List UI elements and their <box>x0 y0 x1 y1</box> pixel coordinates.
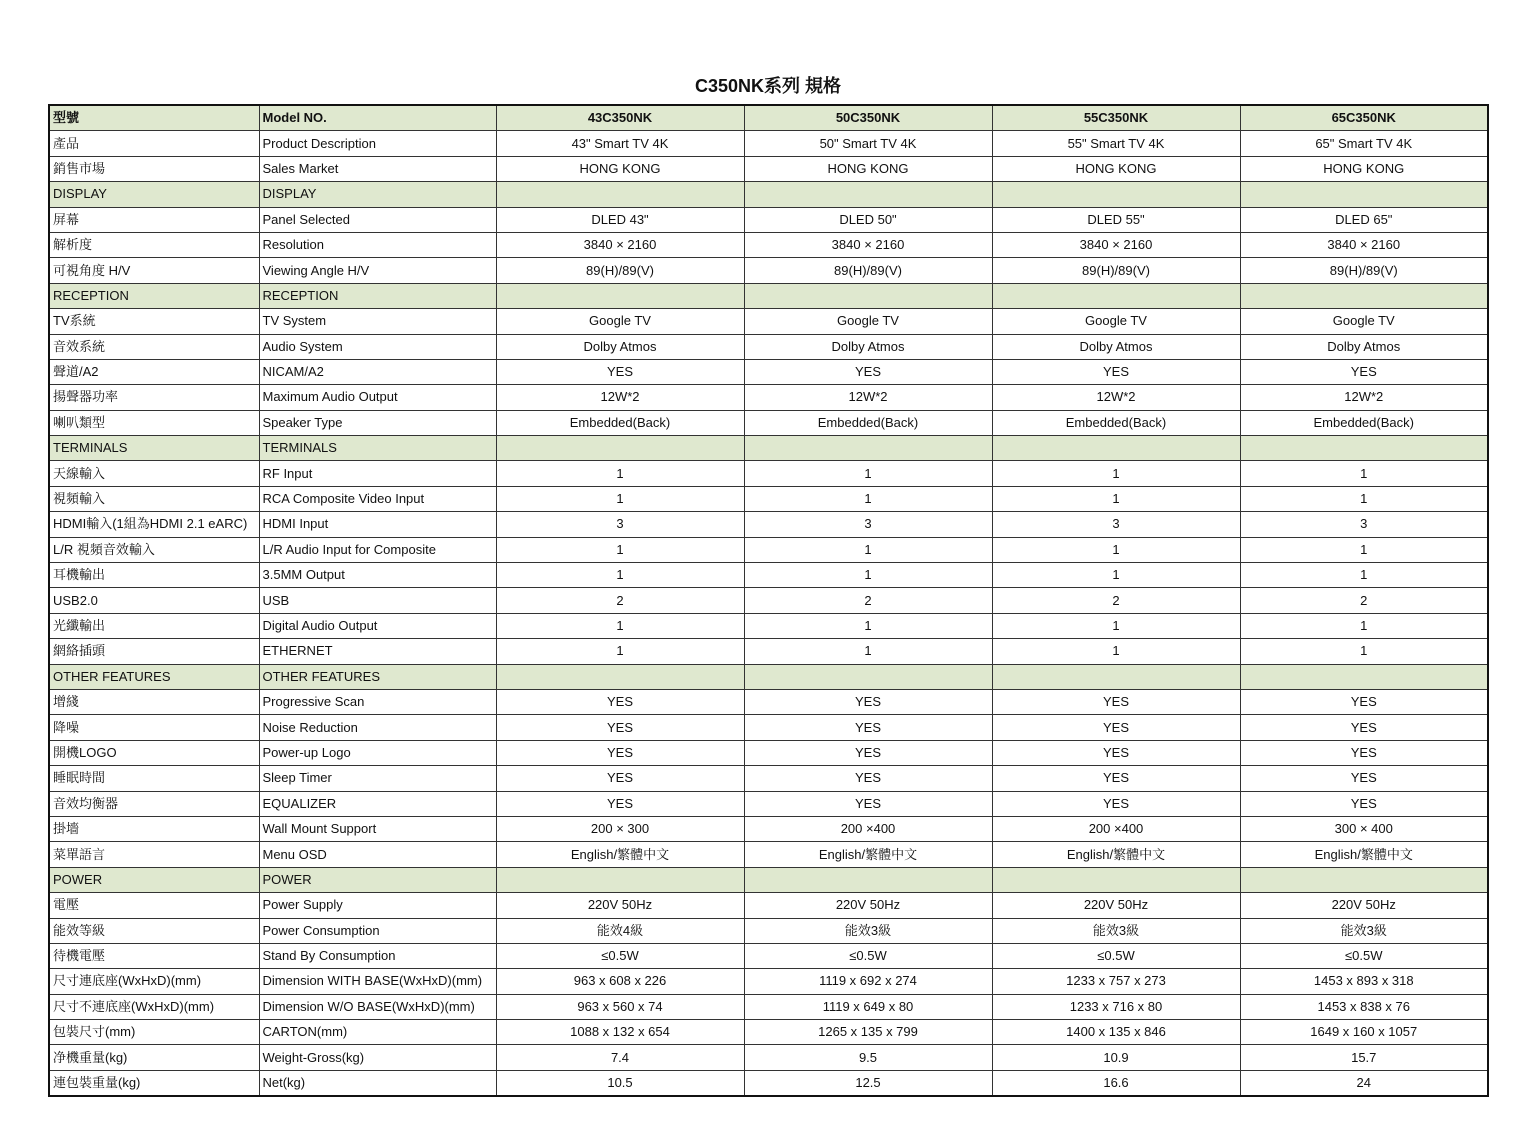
spec-row <box>49 309 1488 334</box>
section-empty-cell <box>496 182 744 207</box>
spec-value-cell: 3 <box>744 512 992 537</box>
spec-value-cell: 3 <box>1240 512 1488 537</box>
spec-value-cell: 1265 x 135 x 799 <box>744 1020 992 1045</box>
spec-value-cell: YES <box>1240 715 1488 740</box>
spec-row <box>49 791 1488 816</box>
spec-value-cell: 1233 x 757 x 273 <box>992 969 1240 994</box>
spec-label-zh: 天線輸入 <box>49 461 259 486</box>
spec-value-cell: 能效3級 <box>744 918 992 943</box>
header-row <box>49 105 1488 131</box>
spec-value-cell: 1 <box>1240 639 1488 664</box>
section-label-zh: DISPLAY <box>49 182 259 207</box>
spec-value-cell: Dolby Atmos <box>496 334 744 359</box>
section-empty-cell <box>992 283 1240 308</box>
spec-label-zh: 開機LOGO <box>49 740 259 765</box>
spec-value-cell: Dolby Atmos <box>744 334 992 359</box>
spec-value-cell: 89(H)/89(V) <box>992 258 1240 283</box>
spec-row <box>49 969 1488 994</box>
spec-row <box>49 689 1488 714</box>
spec-value-cell: DLED 55" <box>992 207 1240 232</box>
spec-value-cell: 1 <box>992 486 1240 511</box>
spec-value-cell: 1 <box>496 537 744 562</box>
spec-label-en: Digital Audio Output <box>259 613 496 638</box>
spec-value-cell: 12.5 <box>744 1070 992 1096</box>
spec-value-cell: DLED 65" <box>1240 207 1488 232</box>
spec-label-zh: 耳機輸出 <box>49 563 259 588</box>
spec-row <box>49 816 1488 841</box>
section-empty-cell <box>744 182 992 207</box>
spec-value-cell: English/繁體中文 <box>744 842 992 867</box>
spec-label-zh: 喇叭類型 <box>49 410 259 435</box>
spec-value-cell: ≤0.5W <box>496 943 744 968</box>
spec-value-cell: 2 <box>744 588 992 613</box>
spec-value-cell: 12W*2 <box>496 385 744 410</box>
spec-value-cell: 1 <box>1240 537 1488 562</box>
section-label-zh: RECEPTION <box>49 283 259 308</box>
spec-value-cell: 1649 x 160 x 1057 <box>1240 1020 1488 1045</box>
header-model-cell: 50C350NK <box>744 105 992 131</box>
spec-value-cell: Google TV <box>1240 309 1488 334</box>
spec-value-cell: 1119 x 692 x 274 <box>744 969 992 994</box>
spec-value-cell: 1 <box>1240 486 1488 511</box>
spec-label-en: Progressive Scan <box>259 689 496 714</box>
section-label-zh: OTHER FEATURES <box>49 664 259 689</box>
spec-value-cell: 200 × 300 <box>496 816 744 841</box>
spec-row <box>49 258 1488 283</box>
spec-row <box>49 639 1488 664</box>
header-model-cell: 55C350NK <box>992 105 1240 131</box>
spec-value-cell: 2 <box>1240 588 1488 613</box>
spec-value-cell: 300 × 400 <box>1240 816 1488 841</box>
spec-row <box>49 1070 1488 1096</box>
spec-value-cell: YES <box>496 766 744 791</box>
spec-value-cell: 3840 × 2160 <box>496 232 744 257</box>
spec-label-en: Weight-Gross(kg) <box>259 1045 496 1070</box>
spec-label-zh: 包裝尺寸(mm) <box>49 1020 259 1045</box>
spec-value-cell: 220V 50Hz <box>992 893 1240 918</box>
spec-label-zh: 網絡插頭 <box>49 639 259 664</box>
spec-label-en: NICAM/A2 <box>259 359 496 384</box>
spec-row <box>49 334 1488 359</box>
spec-value-cell: 963 x 560 x 74 <box>496 994 744 1019</box>
spec-value-cell: YES <box>744 740 992 765</box>
spec-label-zh: 降噪 <box>49 715 259 740</box>
section-row <box>49 283 1488 308</box>
spec-value-cell: YES <box>1240 740 1488 765</box>
spec-value-cell: English/繁體中文 <box>496 842 744 867</box>
spec-value-cell: YES <box>744 766 992 791</box>
spec-value-cell: 12W*2 <box>744 385 992 410</box>
spec-value-cell: 1453 x 838 x 76 <box>1240 994 1488 1019</box>
section-label-en: TERMINALS <box>259 436 496 461</box>
spec-row <box>49 918 1488 943</box>
spec-value-cell: 220V 50Hz <box>496 893 744 918</box>
spec-value-cell: 1 <box>1240 461 1488 486</box>
spec-value-cell: YES <box>744 791 992 816</box>
spec-value-cell: Embedded(Back) <box>992 410 1240 435</box>
spec-row <box>49 486 1488 511</box>
spec-label-en: Noise Reduction <box>259 715 496 740</box>
spec-value-cell: 2 <box>992 588 1240 613</box>
section-empty-cell <box>992 664 1240 689</box>
spec-value-cell: 50" Smart TV 4K <box>744 131 992 156</box>
section-empty-cell <box>1240 436 1488 461</box>
spec-value-cell: 1088 x 132 x 654 <box>496 1020 744 1045</box>
spec-label-en: Menu OSD <box>259 842 496 867</box>
spec-label-zh: TV系統 <box>49 309 259 334</box>
section-row <box>49 664 1488 689</box>
spec-value-cell: 3 <box>992 512 1240 537</box>
section-label-en: RECEPTION <box>259 283 496 308</box>
spec-label-zh: 視頻輸入 <box>49 486 259 511</box>
section-label-en: OTHER FEATURES <box>259 664 496 689</box>
spec-value-cell: YES <box>744 359 992 384</box>
spec-label-zh: 音效系統 <box>49 334 259 359</box>
spec-label-zh: 解析度 <box>49 232 259 257</box>
spec-value-cell: YES <box>496 359 744 384</box>
spec-value-cell: 12W*2 <box>992 385 1240 410</box>
spec-value-cell: 1 <box>496 461 744 486</box>
spec-value-cell: YES <box>992 715 1240 740</box>
spec-value-cell: 3840 × 2160 <box>992 232 1240 257</box>
spec-value-cell: ≤0.5W <box>1240 943 1488 968</box>
spec-label-en: L/R Audio Input for Composite <box>259 537 496 562</box>
spec-row <box>49 537 1488 562</box>
spec-value-cell: Embedded(Back) <box>496 410 744 435</box>
section-empty-cell <box>744 436 992 461</box>
spec-value-cell: HONG KONG <box>496 156 744 181</box>
spec-value-cell: Embedded(Back) <box>1240 410 1488 435</box>
section-label-en: POWER <box>259 867 496 892</box>
spec-value-cell: YES <box>496 715 744 740</box>
spec-row <box>49 1020 1488 1045</box>
section-empty-cell <box>992 436 1240 461</box>
spec-value-cell: 3 <box>496 512 744 537</box>
spec-value-cell: 1 <box>992 563 1240 588</box>
spec-value-cell: 43" Smart TV 4K <box>496 131 744 156</box>
header-cell-zh: 型號 <box>49 105 259 131</box>
section-empty-cell <box>1240 664 1488 689</box>
spec-value-cell: 10.9 <box>992 1045 1240 1070</box>
spec-label-en: EQUALIZER <box>259 791 496 816</box>
spec-value-cell: DLED 43" <box>496 207 744 232</box>
spec-value-cell: 89(H)/89(V) <box>744 258 992 283</box>
spec-value-cell: 10.5 <box>496 1070 744 1096</box>
spec-label-zh: 尺寸不連底座(WxHxD)(mm) <box>49 994 259 1019</box>
spec-label-en: Dimension W/O BASE(WxHxD)(mm) <box>259 994 496 1019</box>
spec-row <box>49 994 1488 1019</box>
spec-value-cell: ≤0.5W <box>992 943 1240 968</box>
section-empty-cell <box>496 283 744 308</box>
section-empty-cell <box>1240 283 1488 308</box>
spec-label-zh: 產品 <box>49 131 259 156</box>
section-row <box>49 182 1488 207</box>
spec-value-cell: 1 <box>1240 613 1488 638</box>
spec-value-cell: 1 <box>496 639 744 664</box>
spec-label-zh: 揚聲器功率 <box>49 385 259 410</box>
spec-value-cell: YES <box>744 715 992 740</box>
spec-row <box>49 207 1488 232</box>
spec-label-en: Audio System <box>259 334 496 359</box>
spec-value-cell: 24 <box>1240 1070 1488 1096</box>
spec-label-en: Power Supply <box>259 893 496 918</box>
spec-label-en: Power Consumption <box>259 918 496 943</box>
section-empty-cell <box>496 867 744 892</box>
spec-value-cell: 3840 × 2160 <box>1240 232 1488 257</box>
spec-label-en: Viewing Angle H/V <box>259 258 496 283</box>
spec-value-cell: 9.5 <box>744 1045 992 1070</box>
spec-value-cell: 220V 50Hz <box>744 893 992 918</box>
spec-label-zh: L/R 視頻音效輸入 <box>49 537 259 562</box>
header-cell-en: Model NO. <box>259 105 496 131</box>
section-label-zh: TERMINALS <box>49 436 259 461</box>
spec-value-cell: 200 ×400 <box>992 816 1240 841</box>
spec-value-cell: 89(H)/89(V) <box>1240 258 1488 283</box>
spec-label-en: Speaker Type <box>259 410 496 435</box>
spec-value-cell: YES <box>992 766 1240 791</box>
spec-label-en: TV System <box>259 309 496 334</box>
spec-value-cell: Google TV <box>992 309 1240 334</box>
spec-label-en: Stand By Consumption <box>259 943 496 968</box>
spec-label-en: ETHERNET <box>259 639 496 664</box>
section-label-zh: POWER <box>49 867 259 892</box>
header-model-cell: 65C350NK <box>1240 105 1488 131</box>
spec-label-en: Wall Mount Support <box>259 816 496 841</box>
spec-value-cell: YES <box>496 740 744 765</box>
spec-label-en: RF Input <box>259 461 496 486</box>
spec-value-cell: 1 <box>744 461 992 486</box>
spec-value-cell: HONG KONG <box>992 156 1240 181</box>
spec-label-zh: 菜單語言 <box>49 842 259 867</box>
spec-value-cell: Google TV <box>744 309 992 334</box>
spec-label-en: Panel Selected <box>259 207 496 232</box>
spec-value-cell: HONG KONG <box>1240 156 1488 181</box>
spec-value-cell: 963 x 608 x 226 <box>496 969 744 994</box>
document-title: C350NK系列 規格 <box>694 76 842 96</box>
spec-value-cell: 1 <box>496 486 744 511</box>
spec-value-cell: 1 <box>496 613 744 638</box>
spec-row <box>49 232 1488 257</box>
spec-row <box>49 740 1488 765</box>
spec-value-cell: 能效3級 <box>1240 918 1488 943</box>
spec-value-cell: 55" Smart TV 4K <box>992 131 1240 156</box>
spec-value-cell: 1 <box>744 486 992 511</box>
spec-value-cell: 1 <box>744 563 992 588</box>
spec-row <box>49 842 1488 867</box>
spec-value-cell: 89(H)/89(V) <box>496 258 744 283</box>
section-empty-cell <box>744 283 992 308</box>
spec-value-cell: 7.4 <box>496 1045 744 1070</box>
spec-value-cell: 2 <box>496 588 744 613</box>
spec-value-cell: 1 <box>496 563 744 588</box>
spec-row <box>49 766 1488 791</box>
spec-value-cell: 1233 x 716 x 80 <box>992 994 1240 1019</box>
spec-label-en: Power-up Logo <box>259 740 496 765</box>
spec-row <box>49 359 1488 384</box>
spec-label-en: Sleep Timer <box>259 766 496 791</box>
spec-value-cell: YES <box>1240 791 1488 816</box>
spec-row <box>49 613 1488 638</box>
spec-value-cell: 1 <box>992 639 1240 664</box>
spec-label-zh: 可視角度 H/V <box>49 258 259 283</box>
spec-value-cell: 220V 50Hz <box>1240 893 1488 918</box>
spec-label-zh: 屏幕 <box>49 207 259 232</box>
spec-row <box>49 156 1488 181</box>
spec-label-zh: 電壓 <box>49 893 259 918</box>
spec-value-cell: English/繁體中文 <box>1240 842 1488 867</box>
spec-value-cell: 1400 x 135 x 846 <box>992 1020 1240 1045</box>
spec-value-cell: YES <box>496 689 744 714</box>
spec-label-en: CARTON(mm) <box>259 1020 496 1045</box>
spec-value-cell: 1 <box>744 613 992 638</box>
spec-label-zh: 待機電壓 <box>49 943 259 968</box>
spec-value-cell: YES <box>1240 766 1488 791</box>
spec-value-cell: HONG KONG <box>744 156 992 181</box>
section-label-en: DISPLAY <box>259 182 496 207</box>
section-row <box>49 436 1488 461</box>
spec-row <box>49 461 1488 486</box>
spec-value-cell: 能效3級 <box>992 918 1240 943</box>
spec-row <box>49 893 1488 918</box>
spec-value-cell: English/繁體中文 <box>992 842 1240 867</box>
spec-row <box>49 1045 1488 1070</box>
spec-row <box>49 512 1488 537</box>
section-empty-cell <box>992 867 1240 892</box>
spec-label-zh: 銷售市場 <box>49 156 259 181</box>
spec-value-cell: Dolby Atmos <box>1240 334 1488 359</box>
spec-value-cell: Embedded(Back) <box>744 410 992 435</box>
spec-value-cell: YES <box>992 689 1240 714</box>
spec-label-zh: 增綫 <box>49 689 259 714</box>
spec-row <box>49 385 1488 410</box>
spec-label-zh: 尺寸連底座(WxHxD)(mm) <box>49 969 259 994</box>
spec-label-zh: 睡眠時間 <box>49 766 259 791</box>
spec-value-cell: YES <box>744 689 992 714</box>
spec-label-en: USB <box>259 588 496 613</box>
spec-value-cell: 能效4級 <box>496 918 744 943</box>
spec-table-body <box>49 105 1488 1096</box>
spec-row <box>49 715 1488 740</box>
header-model-cell: 43C350NK <box>496 105 744 131</box>
section-empty-cell <box>496 664 744 689</box>
spec-label-en: Product Description <box>259 131 496 156</box>
spec-label-en: RCA Composite Video Input <box>259 486 496 511</box>
spec-label-en: Net(kg) <box>259 1070 496 1096</box>
section-empty-cell <box>1240 867 1488 892</box>
spec-label-en: Dimension WITH BASE(WxHxD)(mm) <box>259 969 496 994</box>
section-empty-cell <box>744 867 992 892</box>
spec-row <box>49 131 1488 156</box>
spec-label-en: 3.5MM Output <box>259 563 496 588</box>
section-empty-cell <box>496 436 744 461</box>
spec-label-en: Sales Market <box>259 156 496 181</box>
spec-value-cell: DLED 50" <box>744 207 992 232</box>
spec-label-zh: 音效均衡器 <box>49 791 259 816</box>
section-empty-cell <box>1240 182 1488 207</box>
spec-value-cell: 1 <box>744 639 992 664</box>
spec-value-cell: 1 <box>992 537 1240 562</box>
section-empty-cell <box>744 664 992 689</box>
spec-value-cell: 3840 × 2160 <box>744 232 992 257</box>
spec-label-zh: 能效等級 <box>49 918 259 943</box>
spec-label-zh: 連包裝重量(kg) <box>49 1070 259 1096</box>
section-empty-cell <box>992 182 1240 207</box>
spec-value-cell: 1 <box>1240 563 1488 588</box>
spec-row <box>49 563 1488 588</box>
spec-value-cell: YES <box>992 791 1240 816</box>
spec-label-en: Maximum Audio Output <box>259 385 496 410</box>
spec-value-cell: 1 <box>992 613 1240 638</box>
spec-value-cell: 200 ×400 <box>744 816 992 841</box>
spec-label-zh: HDMI輸入(1組為HDMI 2.1 eARC) <box>49 512 259 537</box>
spec-table <box>48 104 1489 1097</box>
spec-value-cell: YES <box>992 740 1240 765</box>
spec-row <box>49 410 1488 435</box>
spec-label-zh: 聲道/A2 <box>49 359 259 384</box>
spec-value-cell: 1453 x 893 x 318 <box>1240 969 1488 994</box>
spec-row <box>49 943 1488 968</box>
spec-value-cell: YES <box>1240 359 1488 384</box>
spec-label-zh: 掛墻 <box>49 816 259 841</box>
section-row <box>49 867 1488 892</box>
spec-value-cell: Google TV <box>496 309 744 334</box>
spec-value-cell: YES <box>1240 689 1488 714</box>
spec-value-cell: 16.6 <box>992 1070 1240 1096</box>
spec-value-cell: YES <box>992 359 1240 384</box>
spec-label-zh: USB2.0 <box>49 588 259 613</box>
spec-label-en: HDMI Input <box>259 512 496 537</box>
spec-label-en: Resolution <box>259 232 496 257</box>
spec-value-cell: 1119 x 649 x 80 <box>744 994 992 1019</box>
spec-label-zh: 净機重量(kg) <box>49 1045 259 1070</box>
spec-value-cell: YES <box>496 791 744 816</box>
spec-value-cell: ≤0.5W <box>744 943 992 968</box>
spec-row <box>49 588 1488 613</box>
spec-value-cell: 15.7 <box>1240 1045 1488 1070</box>
spec-value-cell: Dolby Atmos <box>992 334 1240 359</box>
spec-value-cell: 1 <box>744 537 992 562</box>
spec-value-cell: 1 <box>992 461 1240 486</box>
spec-label-zh: 光纖輸出 <box>49 613 259 638</box>
spec-value-cell: 65" Smart TV 4K <box>1240 131 1488 156</box>
spec-value-cell: 12W*2 <box>1240 385 1488 410</box>
